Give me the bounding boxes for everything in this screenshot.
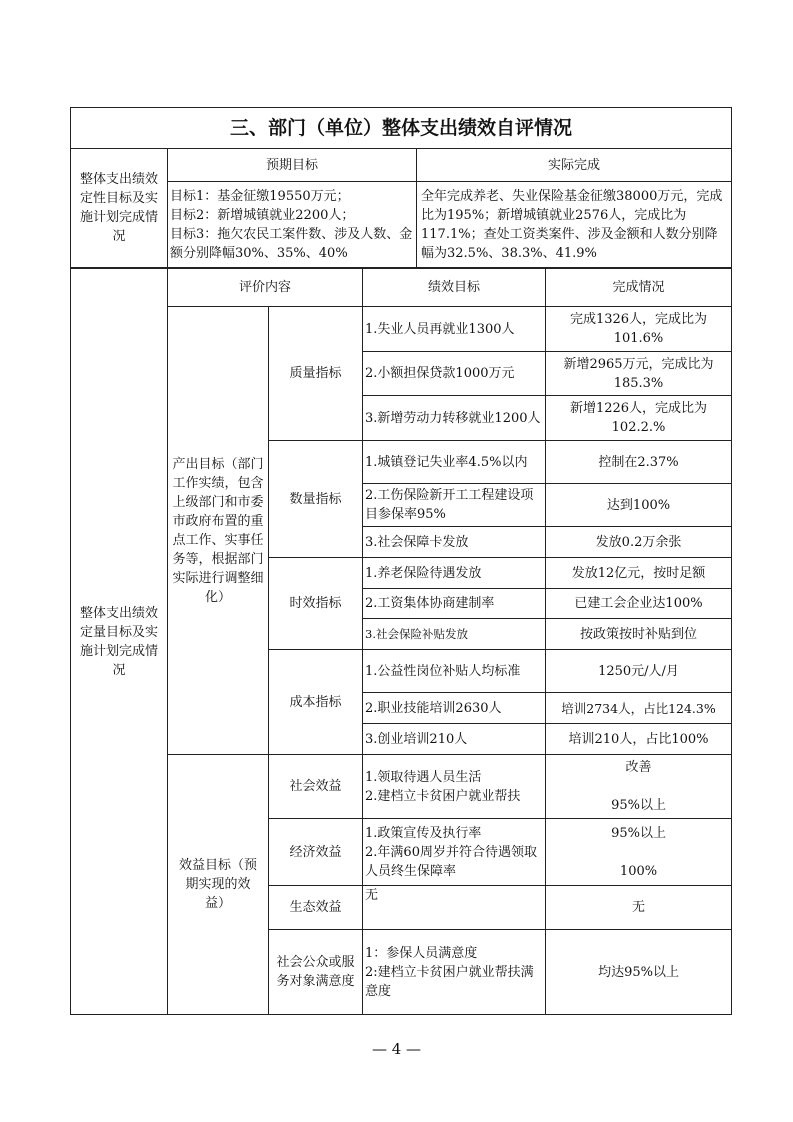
qualitative-table [70,107,732,268]
target-cell: 1.公益性岗位补贴人均标准 [363,650,546,693]
result-cell: 发放0.2万余张 [546,527,732,558]
target-cell: 3.社会保险补贴发放 [363,619,546,650]
result-cell: 新增2965万元，完成比为185.3% [546,352,732,396]
header-target: 绩效目标 [363,269,546,307]
output-goal-label: 产出目标（部门工作实绩，包含上级部门和市委市政府布置的重点工作、实事任务等，根据部门实际进行调整细化） [168,307,269,755]
quantitative-label: 整体支出绩效定量目标及实施计划完成情况 [71,269,168,1015]
target-cell: 3.社会保障卡发放 [363,527,546,558]
target-cell: 1.城镇登记失业率4.5%以内 [363,441,546,484]
result-cell: 达到100% [546,484,732,527]
indicator-group: 时效指标 [269,558,363,650]
target-cell: 1：参保人员满意度 2:建档立卡贫困户就业帮扶满意度 [363,930,546,1015]
target-cell: 1.失业人员再就业1300人 [363,307,546,352]
indicator-group: 质量指标 [269,307,363,441]
expected-header: 预期目标 [168,149,417,182]
result-cell: 控制在2.37% [546,441,732,484]
result-cell: 培训210人，占比100% [546,724,732,755]
table-row [71,307,732,352]
result-cell: 按政策按时补贴到位 [546,619,732,650]
result-cell: 培训2734人，占比124.3% [546,693,732,724]
benefit-type: 经济效益 [269,819,363,886]
result-cell: 均达95%以上 [546,930,732,1015]
target-cell: 1.养老保险待遇发放 [363,558,546,589]
table-row [71,755,732,819]
target-cell: 2.职业技能培训2630人 [363,693,546,724]
actual-header: 实际完成 [417,149,732,182]
result-cell: 改善 95%以上 [546,755,732,819]
target-cell: 2.工伤保险新开工工程建设项目参保率95% [363,484,546,527]
result-cell: 发放12亿元，按时足额 [546,558,732,589]
quantitative-table [70,268,732,1015]
target-cell: 2.工资集体协商建制率 [363,589,546,619]
page-title: 三、部门（单位）整体支出绩效自评情况 [71,108,732,149]
target-cell: 1.政策宣传及执行率 2.年满60周岁并符合待遇领取人员终生保障率 [363,819,546,886]
benefit-type: 社会公众或服务对象满意度 [269,930,363,1015]
header-content: 评价内容 [168,269,363,307]
target-cell: 1.领取待遇人员生活 2.建档立卡贫困户就业帮扶 [363,755,546,819]
result-cell: 新增1226人，完成比为102.2.% [546,396,732,441]
benefit-type: 生态效益 [269,886,363,930]
indicator-group: 成本指标 [269,650,363,755]
target-cell: 2.小额担保贷款1000万元 [363,352,546,396]
result-cell: 完成1326人，完成比为101.6% [546,307,732,352]
benefit-type: 社会效益 [269,755,363,819]
actual-completion: 全年完成养老、失业保险基金征缴38000万元，完成比为195%；新增城镇就业2576人，完成比为117.1%；查处工资类案件、涉及金额和人数分别降幅为32.5%、38.3%、41.9% [417,182,732,268]
benefit-goal-label: 效益目标（预期实现的效益） [168,755,269,1015]
indicator-group: 数量指标 [269,441,363,558]
target-cell: 3.创业培训210人 [363,724,546,755]
result-cell: 95%以上 100% [546,819,732,886]
expected-goals: 目标1：基金征缴19550万元； 目标2：新增城镇就业2200人； 目标3：拖欠农民工案件数、涉及人数、金额分别降幅30%、35%、40% [168,182,417,268]
result-cell: 已建工会企业达100% [546,589,732,619]
result-cell: 无 [546,886,732,930]
target-cell: 无 [363,886,546,930]
result-cell: 1250元/人/月 [546,650,732,693]
page-number: — 4 — [371,1040,422,1058]
target-cell: 3.新增劳动力转移就业1200人 [363,396,546,441]
header-result: 完成情况 [546,269,732,307]
qualitative-label: 整体支出绩效定性目标及实施计划完成情况 [71,149,168,268]
